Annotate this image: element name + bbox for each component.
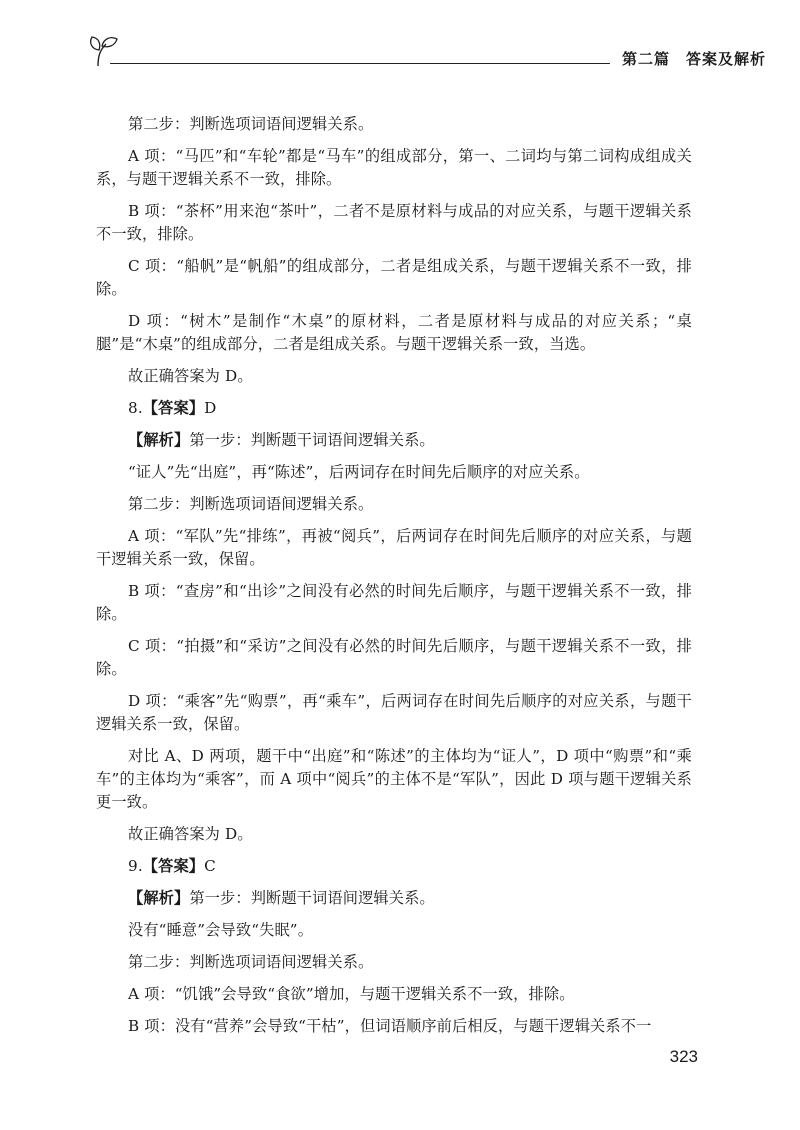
- paragraph: “证人”先“出庭”，再“陈述”，后两词存在时间先后顺序的对应关系。: [128, 463, 590, 481]
- paragraph: D 项：“树木”是制作“木桌”的原材料，二者是原材料与成品的对应关系；“桌腿”是“木桌”的组成部分，二者是组成关系。与题干逻辑关系一致，当选。: [96, 312, 692, 353]
- paragraph: B 项：“查房”和“出诊”之间没有必然的时间先后顺序，与题干逻辑关系不一致，排除。: [96, 582, 692, 623]
- answer-label: 【答案】: [142, 399, 205, 417]
- question-number: 9.: [128, 857, 143, 875]
- answer-value: C: [204, 857, 216, 875]
- paragraph: A 项：“饥饿”会导致“食欲”增加，与题干逻辑关系不一致，排除。: [128, 985, 575, 1003]
- page-header: [88, 30, 767, 70]
- paragraph: 第二步：判断选项词语间逻辑关系。: [128, 495, 374, 513]
- page-number: 323: [669, 1047, 698, 1066]
- answer-label: 【答案】: [142, 857, 205, 875]
- paragraph: A 项：“军队”先“排练”，再被“阅兵”，后两词存在时间先后顺序的对应关系，与题干逻辑关系一致，保留。: [96, 527, 692, 568]
- paragraph: C 项：“拍摄”和“采访”之间没有必然的时间先后顺序，与题干逻辑关系不一致，排除。: [96, 637, 692, 678]
- analysis-label: 【解析】: [128, 431, 190, 449]
- analysis-heading: 【解析】第一步：判断题干词语间逻辑关系。: [128, 431, 435, 449]
- paragraph: 没有“睡意”会导致“失眠”。: [128, 921, 314, 939]
- paragraph: C 项：“船帆”是“帆船”的组成部分，二者是组成关系，与题干逻辑关系不一致，排除。: [96, 257, 692, 298]
- paragraph: 第二步：判断选项词语间逻辑关系。: [128, 953, 374, 971]
- paragraph: B 项：没有“营养”会导致“干枯”，但词语顺序前后相反，与题干逻辑关系不一: [128, 1017, 652, 1035]
- analysis-label: 【解析】: [128, 889, 190, 907]
- paragraph: 对比 A、D 两项，题干中“出庭”和“陈述”的主体均为“证人”，D 项中“购票”和“乘车”的主体均为“乘客”，而 A 项中“阅兵”的主体不是“军队”，因此 D 项与题干逻辑关系更一致。: [96, 747, 692, 811]
- analysis-heading: 【解析】第一步：判断题干词语间逻辑关系。: [128, 889, 435, 907]
- paragraph: B 项：“茶杯”用来泡“茶叶”，二者不是原材料与成品的对应关系，与题干逻辑关系不一致，排除。: [96, 202, 692, 243]
- answer-explanations: [96, 113, 692, 1047]
- paragraph: 故正确答案为 D。: [128, 825, 253, 843]
- question-number: 8.: [128, 399, 143, 417]
- paragraph: A 项：“马匹”和“车轮”都是“马车”的组成部分，第一、二词均与第二词构成组成关系，与题干逻辑关系不一致，排除。: [96, 147, 692, 188]
- paragraph: 第二步：判断选项词语间逻辑关系。: [128, 115, 374, 133]
- section-title: 第二篇 答案及解析: [622, 50, 767, 68]
- answer-heading: [96, 855, 692, 878]
- paragraph: 故正确答案为 D。: [128, 367, 253, 385]
- answer-heading: [96, 397, 692, 420]
- answer-value: D: [204, 399, 217, 417]
- paragraph: D 项：“乘客”先“购票”，再“乘车”，后两词存在时间先后顺序的对应关系，与题干逻辑关系一致，保留。: [96, 692, 692, 733]
- header-rule: [110, 63, 610, 64]
